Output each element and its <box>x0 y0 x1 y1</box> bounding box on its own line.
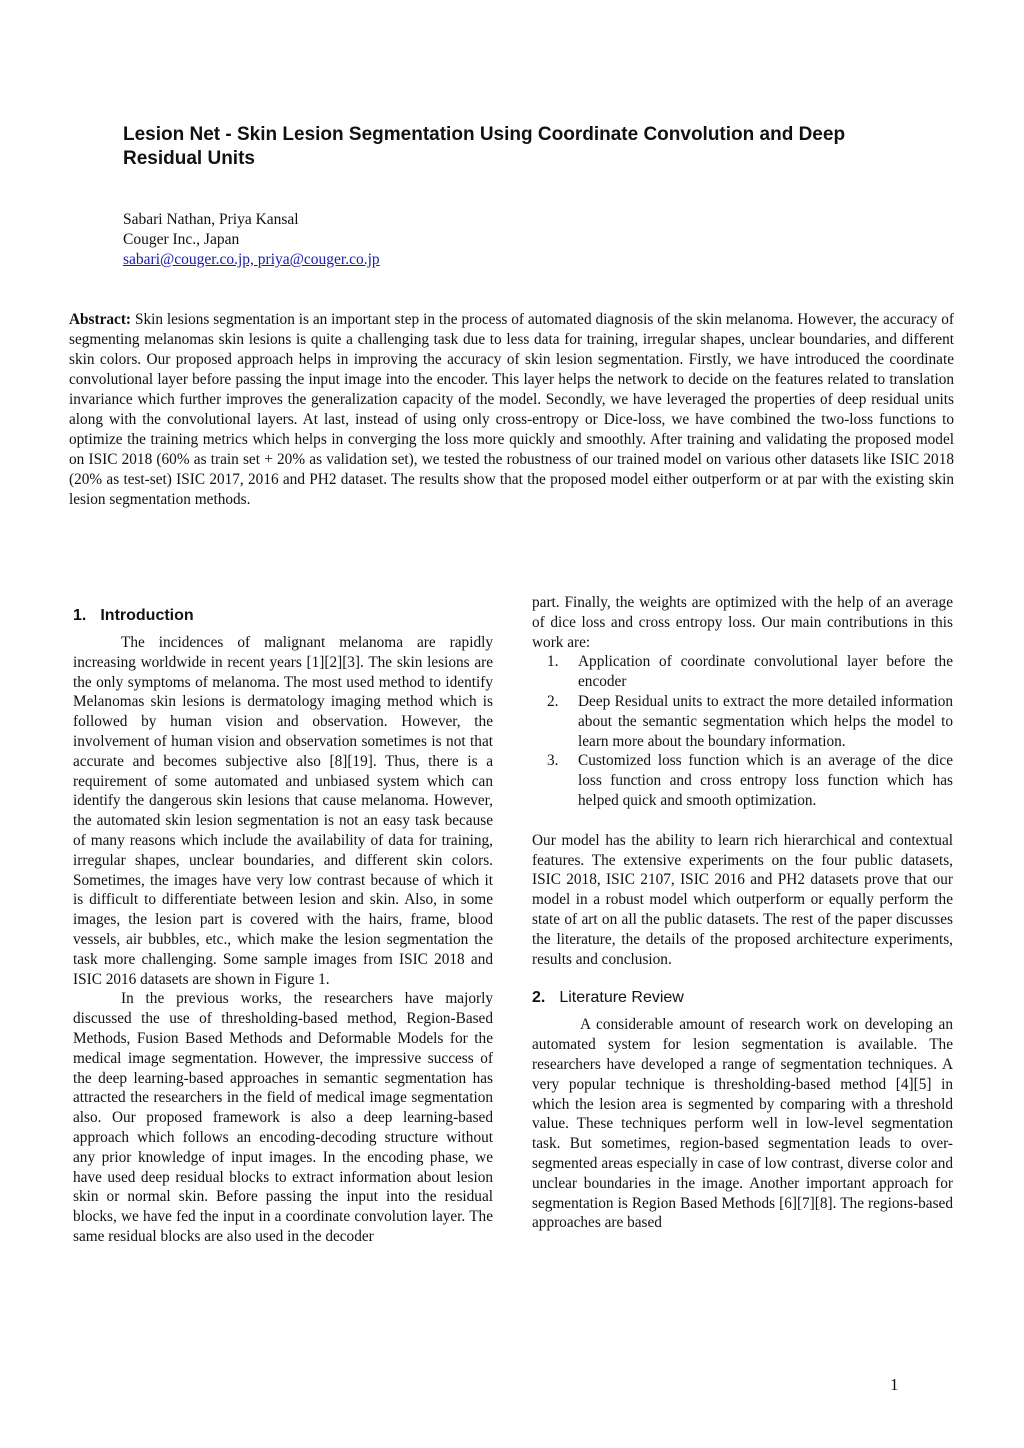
abstract <box>69 310 954 510</box>
intro-paragraph: part. Finally, the weights are optimized with the help of an average of dice loss and cross entropy loss. Our main contributions in this work are: <box>532 594 953 651</box>
list-item <box>532 751 953 810</box>
page-number: 1 <box>890 1375 899 1394</box>
intro-paragraph: In the previous works, the researchers have majorly discussed the use of thresholding-based method, Region-Based Methods, Fusion Based Methods and Deformable Models for the medical image segmentation. However, the impressive success of the deep learning-based approaches in semantic segmentation has attracted the researchers in the field of medical image segmentation also. Our proposed framework is also a deep learning-based approach which follows an encoding-decoding structure without any prior knowledge of input images. In the encoding phase, we have used deep residual blocks to extract information about lesion skin or normal skin. Before passing the input into the residual blocks, we have fed the input in a coordinate convolution layer. The same residual blocks are also used in the decoder <box>73 990 493 1245</box>
author-block <box>123 210 380 270</box>
author-affiliation: Couger Inc., Japan <box>123 231 240 248</box>
section-number: 1. <box>73 607 87 624</box>
section-heading-introduction <box>73 606 493 626</box>
abstract-label: Abstract: <box>69 311 132 328</box>
list-text: Customized loss function which is an average of the dice loss function and cross entropy loss function which has helped quick and smooth optimization. <box>578 752 953 809</box>
intro-paragraph: Our model has the ability to learn rich hierarchical and contextual features. The extensive experiments on the four public datasets, ISIC 2018, ISIC 2107, ISIC 2016 and PH2 datasets prove that our model in a robust model which outperform or equally perform the state of art on all the public datasets. The rest of the paper discusses the literature, the details of the proposed architecture experiments, results and conclusion. <box>532 831 953 968</box>
left-column <box>73 606 493 1247</box>
list-number: 3. <box>547 752 559 770</box>
literature-paragraph: A considerable amount of research work on developing an automated system for lesion segmentation is available. The researchers have developed a range of segmentation techniques. A very popular technique is thresholding-based method [4][5] in which the lesion area is segmented by comparing with a threshold value. These techniques perform well in low-level segmentation task. But sometimes, region-based segmentation leads to over-segmented areas especially in case of low contrast, diverse color and unclear boundaries in the image. Another important approach for segmentation is Region Based Methods [6][7][8]. The regions-based approaches are based <box>532 1016 953 1232</box>
list-text: Deep Residual units to extract the more detailed information about the semantic segmentation which helps the model to learn more about the boundary information. <box>578 692 953 750</box>
list-item <box>532 652 953 692</box>
list-number: 1. <box>547 653 559 671</box>
contributions-list <box>532 652 953 810</box>
author-email-link[interactable]: sabari@couger.co.jp, priya@couger.co.jp <box>123 251 380 268</box>
right-column <box>532 593 953 1233</box>
list-item <box>532 692 953 751</box>
intro-paragraph: The incidences of malignant melanoma are rapidly increasing worldwide in recent years [1][2][3]. The skin lesions are the only symptoms of melanoma. The most used method to identify Melanomas skin lesions is dermatology imaging method which is followed by human vision and observation. However, the involvement of human vision and observation sometimes is not that accurate and becomes subjective also [8][19]. Thus, there is a requirement of some automated and unbiased system which can identify the dangerous skin lesions that cause melanoma. However, the automated skin lesion segmentation is not an easy task because of many reasons which include the availability of data for training, irregular shapes, unclear boundaries, and different skin colors. Sometimes, the images have very low contrast because of which it is difficult to differentiate between lesion and skin. Also, in some images, the lesion part is covered with the hairs, frame, blood vessels, air bubbles, etc., which make the lesion segmentation the task more challenging. Some sample images from ISIC 2018 and ISIC 2016 datasets are shown in Figure 1. <box>73 634 493 988</box>
paper-title: Lesion Net - Skin Lesion Segmentation Using Coordinate Convolution and Deep Residual Units <box>123 124 846 169</box>
list-number: 2. <box>547 692 559 710</box>
author-names: Sabari Nathan, Priya Kansal <box>123 211 299 228</box>
section-number: 2. <box>532 989 546 1007</box>
section-title: Literature Review <box>559 989 684 1007</box>
list-text: Application of coordinate convolutional layer before the encoder <box>578 653 953 691</box>
abstract-text: Skin lesions segmentation is an important step in the process of automated diagnosis of the skin melanoma. However, the accuracy of segmenting melanomas skin lesions is quite a challenging task due to less data for training, irregular shapes, unclear boundaries, and different skin colors. Our proposed approach helps in improving the accuracy of skin lesion segmentation. Firstly, we have introduced the coordinate convolutional layer before passing the input image into the encoder. This layer helps the network to decide on the features related to translation invariance which further improves the generalization capacity of the model. Secondly, we have leveraged the properties of deep residual units along with the convolutional layers. At last, instead of using only cross-entropy or Dice-loss, we have combined the two-loss functions to optimize the training metrics which helps in converging the loss more quickly and smoothly. After training and validating the proposed model on ISIC 2018 (60% as train set + 20% as validation set), we tested the robustness of our trained model on various other datasets like ISIC 2018 (20% as test-set) ISIC 2017, 2016 and PH2 dataset. The results show that the proposed model either outperform or at par with the existing skin lesion segmentation methods. <box>69 311 954 508</box>
section-heading-literature-review <box>532 988 953 1008</box>
section-title: Introduction <box>100 607 194 624</box>
